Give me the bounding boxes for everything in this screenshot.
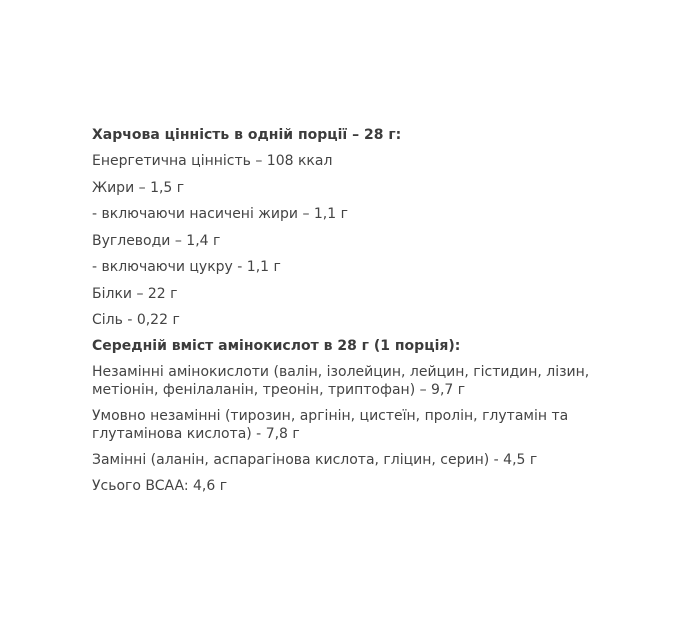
conditional-amino-acids: Умовно незамінні (тирозин, аргінін, цистеїн, пролін, глутамін та глутамінова кислота) - 7,8 г (92, 408, 569, 442)
bcaa-total: Усього BCAA: 4,6 г (92, 478, 228, 494)
nutrition-facts-text (92, 126, 592, 503)
saturated-fat-value: - включаючи насичені жири – 1,1 г (92, 206, 348, 222)
carbs-value: Вуглеводи – 1,4 г (92, 233, 221, 249)
protein-value: Білки – 22 г (92, 286, 178, 302)
salt-value: Сіль - 0,22 г (92, 312, 180, 328)
amino-heading: Середній вміст амінокислот в 28 г (1 порція): (92, 338, 461, 354)
fat-value: Жири – 1,5 г (92, 180, 185, 196)
nonessential-amino-acids: Замінні (аланін, аспарагінова кислота, гліцин, серин) - 4,5 г (92, 452, 538, 468)
nutrition-heading: Харчова цінність в одній порції – 28 г: (92, 127, 402, 143)
essential-amino-acids: Незамінні амінокислоти (валін, ізолейцин, лейцин, гістидин, лізин, метіонін, фенілаланін, треонін, триптофан) – 9,7 г (92, 364, 590, 398)
energy-value: Енергетична цінність – 108 ккал (92, 153, 333, 169)
sugar-value: - включаючи цукру - 1,1 г (92, 259, 281, 275)
